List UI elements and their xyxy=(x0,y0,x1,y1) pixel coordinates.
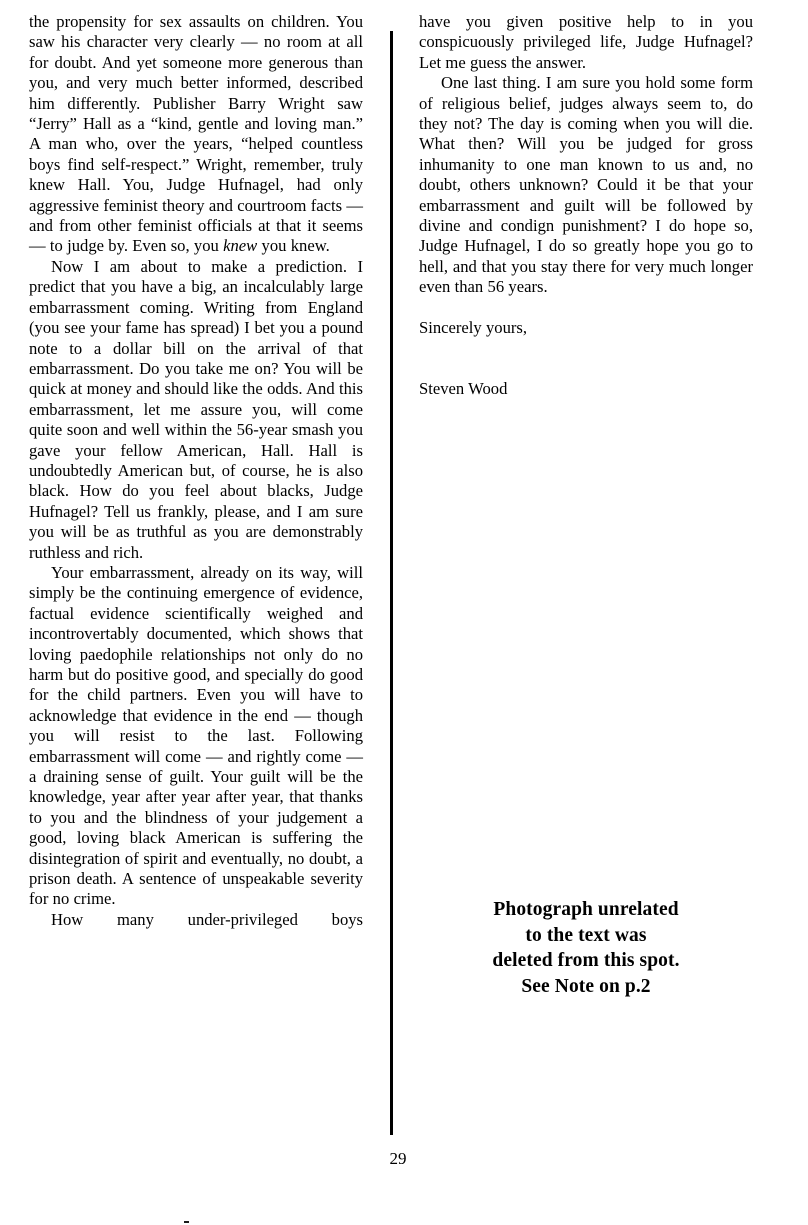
notice-line-4: See Note on p.2 xyxy=(521,975,651,997)
right-text-column xyxy=(419,12,753,400)
deleted-photograph-notice xyxy=(419,897,753,999)
paragraph-continued-from-left-column: have you given positive help to in you conspicuously privileged life, Judge Hufnagel? Let me guess the answer. xyxy=(419,12,753,72)
scan-speck-artifact xyxy=(184,1221,189,1223)
signature-name: Steven Wood xyxy=(419,379,508,399)
left-text-column xyxy=(29,12,363,930)
page-number: 29 xyxy=(389,1149,407,1168)
paragraph-prediction: Now I am about to make a prediction. I predict that you have a big, an incalculably large embarrassment coming. Writing from England (you see your fame has spread) I bet you a pound note to a dollar bill on the arrival of that embarrassment. Do you take me on? You will be quick at money and should like the odds. And this embarrassment, let me assure you, will come quite soon and well within the 56-year smash you gave your fellow American, Hall. Hall is undoubtedly American but, of course, he is also black. How do you feel about blacks, Judge Hufnagel? Tell us frankly, please, and I am sure you will be as truthful as you are demonstrably ruthless and rich. xyxy=(29,256,363,562)
signature-closing: Sincerely yours, xyxy=(419,317,528,337)
paragraph-embarrassment: Your embarrassment, already on its way, will simply be the continuing emergence of evidence, factual evidence scientifically weighed and incontrovertably documented, which shows that loving paedophile relationships not only do no harm but do positive good, and specially do good for the child partners. Even you will have to acknowledge that evidence in the end — though you will resist to the last. Following embarrassment will come — and rightly come — a draining sense of guilt. Your guilt will be the knowledge, year after year after year, that thanks to you and the blindness of your judgement a good, loving black American is suffering the disintegration of spirit and eventually, no doubt, a prison death. A sentence of unspeakable severity for no crime. xyxy=(29,562,363,909)
notice-line-2: to the text was xyxy=(525,924,647,946)
emphasized-word-knew: knew xyxy=(223,236,258,256)
notice-line-3: deleted from this spot. xyxy=(492,950,680,971)
column-divider-rule xyxy=(390,31,393,1135)
paragraph-text: the propensity for sex assaults on children. You saw his character very clearly — no room at all for doubt. And yet someone more generous than you, and very much better informed, described him differently. Publisher Barry Wright saw “Jerry” Hall as a “kind, gentle and loving man.” A man who, over the years, “helped countless boys find self-respect.” Wright, remember, truly knew Hall. You, Judge Hufnagel, had only aggressive feminist theory and courtroom facts — and from other feminist officials at that it seems — to judge by. Even so, you xyxy=(29,12,363,256)
notice-line-1: Photograph unrelated xyxy=(493,899,679,920)
paragraph-cut-off-at-column-break: How many under-privileged boys xyxy=(51,909,363,929)
paragraph-text-tail: you knew. xyxy=(257,236,330,256)
paragraph-one-last-thing: One last thing. I am sure you hold some form of religious belief, judges always seem to, do they not? The day is coming when you will die. What then? Will you be judged for gross inhumanity to one man known to us and, no doubt, others unknown? Could it be that your embarrassment and guilt will be followed by divine and condign punishment? I do hope so, Judge Hufnagel, I do so greatly hope you go to hell, and that you stay there for very much longer even than 56 years. xyxy=(419,73,753,297)
paragraph-continued-from-previous-page xyxy=(29,12,363,257)
